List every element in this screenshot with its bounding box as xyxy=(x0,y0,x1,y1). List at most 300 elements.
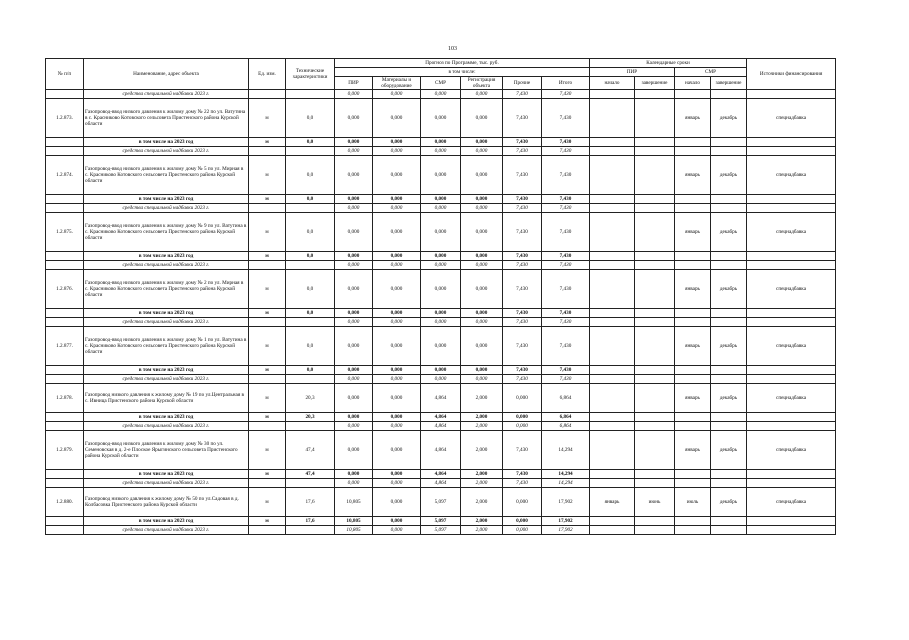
cell-num: 1.2.873. xyxy=(46,99,84,138)
cell-empty xyxy=(590,318,635,327)
cell-other: 7,430 xyxy=(503,138,542,147)
cell-pir: 0,000 xyxy=(335,366,373,375)
cell-pir-end xyxy=(635,384,675,413)
cell-materials: 0,000 xyxy=(373,422,421,431)
cell-tech: 0,0 xyxy=(286,138,335,147)
cell-empty xyxy=(635,138,675,147)
cell-total: 7,430 xyxy=(542,156,590,195)
cell-total: 7,430 xyxy=(542,309,590,318)
cell-materials: 0,000 xyxy=(373,413,421,422)
special-allowance-row xyxy=(46,90,836,99)
cell-unit: м xyxy=(249,156,286,195)
cell-registration: 2,000 xyxy=(461,413,503,422)
year-total-row xyxy=(46,517,836,526)
cell-empty xyxy=(747,470,836,479)
special-allowance-row xyxy=(46,318,836,327)
cell-smr: 0,000 xyxy=(421,138,461,147)
special-allowance-row xyxy=(46,204,836,213)
cell-other: 7,430 xyxy=(503,327,542,366)
cell-empty xyxy=(46,517,84,526)
cell-label: средства специальной надбавки 2023 г. xyxy=(84,526,249,535)
cell-pir: 0,000 xyxy=(335,422,373,431)
cell-registration: 2,000 xyxy=(461,488,503,517)
cell-empty xyxy=(675,90,711,99)
header-calendar: Календарные сроки xyxy=(590,59,747,68)
header-cal-smr: СМР xyxy=(675,68,747,77)
cell-name: Газопровод низкого давления к жилому дому № 19 по ул.Центральная в с. Ивница Пристенского района Курской области xyxy=(84,384,249,413)
cell-label: в том числе на 2023 год xyxy=(84,413,249,422)
cell-empty xyxy=(286,90,335,99)
cell-pir: 0,000 xyxy=(335,318,373,327)
cell-smr: 0,000 xyxy=(421,156,461,195)
year-total-row xyxy=(46,195,836,204)
cell-empty xyxy=(635,318,675,327)
cell-empty xyxy=(46,318,84,327)
cell-other: 7,430 xyxy=(503,99,542,138)
cell-label: в том числе на 2023 год xyxy=(84,252,249,261)
cell-other: 7,430 xyxy=(503,261,542,270)
cell-empty xyxy=(46,261,84,270)
cell-pir: 0,000 xyxy=(335,213,373,252)
cell-pir-start xyxy=(590,327,635,366)
cell-registration: 0,000 xyxy=(461,366,503,375)
cell-other: 0,000 xyxy=(503,488,542,517)
cell-empty xyxy=(590,413,635,422)
cell-funding: спецнадбавка xyxy=(747,156,836,195)
cell-unit: м xyxy=(249,252,286,261)
cell-unit: м xyxy=(249,384,286,413)
cell-smr: 4,864 xyxy=(421,413,461,422)
cell-unit: м xyxy=(249,431,286,470)
cell-materials: 0,000 xyxy=(373,366,421,375)
header-total: Итого xyxy=(542,77,590,90)
cell-total: 14,294 xyxy=(542,431,590,470)
cell-tech: 0,0 xyxy=(286,270,335,309)
cell-materials: 0,000 xyxy=(373,195,421,204)
cell-label: в том числе на 2023 год xyxy=(84,470,249,479)
cell-pir: 0,000 xyxy=(335,138,373,147)
object-row xyxy=(46,270,836,309)
cell-empty xyxy=(711,375,747,384)
cell-registration: 0,000 xyxy=(461,261,503,270)
cell-tech: 0,0 xyxy=(286,195,335,204)
cell-empty xyxy=(590,138,635,147)
cell-total: 6,864 xyxy=(542,384,590,413)
cell-materials: 0,000 xyxy=(373,327,421,366)
cell-registration: 0,000 xyxy=(461,252,503,261)
cell-registration: 2,000 xyxy=(461,384,503,413)
cell-funding: спецнадбавка xyxy=(747,384,836,413)
cell-empty xyxy=(675,470,711,479)
cell-empty xyxy=(747,375,836,384)
cell-other: 7,430 xyxy=(503,213,542,252)
cell-pir-end xyxy=(635,327,675,366)
cell-total: 7,430 xyxy=(542,147,590,156)
cell-empty xyxy=(46,470,84,479)
cell-empty xyxy=(590,261,635,270)
cell-pir: 10,805 xyxy=(335,526,373,535)
cell-empty xyxy=(590,422,635,431)
cell-empty xyxy=(635,252,675,261)
cell-label: в том числе на 2023 год xyxy=(84,309,249,318)
cell-num: 1.2.879. xyxy=(46,431,84,470)
cell-tech: 47,4 xyxy=(286,431,335,470)
cell-empty xyxy=(747,422,836,431)
year-total-row xyxy=(46,413,836,422)
cell-pir: 0,000 xyxy=(335,261,373,270)
cell-pir: 10,805 xyxy=(335,488,373,517)
cell-unit: м xyxy=(249,517,286,526)
cell-empty xyxy=(711,252,747,261)
cell-other: 7,430 xyxy=(503,375,542,384)
cell-unit: м xyxy=(249,138,286,147)
cell-registration: 0,000 xyxy=(461,204,503,213)
cell-empty xyxy=(635,517,675,526)
cell-pir-start: январь xyxy=(590,488,635,517)
cell-smr: 0,000 xyxy=(421,309,461,318)
cell-pir: 0,000 xyxy=(335,195,373,204)
cell-other: 7,430 xyxy=(503,318,542,327)
year-total-row xyxy=(46,309,836,318)
cell-num: 1.2.877. xyxy=(46,327,84,366)
cell-label: средства специальной надбавки 2023 г. xyxy=(84,318,249,327)
cell-materials: 0,000 xyxy=(373,156,421,195)
cell-empty xyxy=(747,138,836,147)
cell-smr: 4,864 xyxy=(421,470,461,479)
cell-total: 17,902 xyxy=(542,488,590,517)
cell-unit: м xyxy=(249,470,286,479)
cell-empty xyxy=(249,479,286,488)
cell-materials: 0,000 xyxy=(373,147,421,156)
cell-pir: 0,000 xyxy=(335,204,373,213)
cell-other: 0,000 xyxy=(503,526,542,535)
cell-label: в том числе на 2023 год xyxy=(84,366,249,375)
cell-total: 7,430 xyxy=(542,375,590,384)
cell-other: 7,430 xyxy=(503,204,542,213)
cell-registration: 0,000 xyxy=(461,213,503,252)
cell-empty xyxy=(286,204,335,213)
cell-smr-start: январь xyxy=(675,99,711,138)
cell-empty xyxy=(590,366,635,375)
cell-empty xyxy=(635,413,675,422)
cell-pir-end xyxy=(635,99,675,138)
cell-label: в том числе на 2023 год xyxy=(84,517,249,526)
cell-num: 1.2.876. xyxy=(46,270,84,309)
cell-empty xyxy=(747,204,836,213)
cell-pir-start xyxy=(590,99,635,138)
cell-empty xyxy=(747,526,836,535)
cell-registration: 2,000 xyxy=(461,422,503,431)
cell-other: 7,430 xyxy=(503,270,542,309)
cell-empty xyxy=(635,470,675,479)
cell-funding: спецнадбавка xyxy=(747,99,836,138)
year-total-row xyxy=(46,366,836,375)
cell-pir-start xyxy=(590,270,635,309)
cell-empty xyxy=(590,204,635,213)
cell-empty xyxy=(711,479,747,488)
cell-empty xyxy=(590,309,635,318)
cell-empty xyxy=(46,309,84,318)
special-allowance-row xyxy=(46,422,836,431)
program-table xyxy=(45,58,836,535)
cell-materials: 0,000 xyxy=(373,517,421,526)
cell-materials: 0,000 xyxy=(373,375,421,384)
cell-smr: 0,000 xyxy=(421,318,461,327)
cell-pir: 0,000 xyxy=(335,431,373,470)
cell-empty xyxy=(675,261,711,270)
cell-label: средства специальной надбавки 2023 г. xyxy=(84,261,249,270)
header-tech: Технические характеристики xyxy=(286,59,335,90)
cell-pir: 0,000 xyxy=(335,470,373,479)
cell-pir: 0,000 xyxy=(335,479,373,488)
cell-other: 0,000 xyxy=(503,517,542,526)
cell-empty xyxy=(590,195,635,204)
cell-other: 7,430 xyxy=(503,309,542,318)
cell-smr: 5,097 xyxy=(421,526,461,535)
object-row xyxy=(46,327,836,366)
cell-empty xyxy=(635,147,675,156)
cell-registration: 0,000 xyxy=(461,309,503,318)
cell-other: 7,430 xyxy=(503,195,542,204)
cell-empty xyxy=(249,318,286,327)
cell-name: Газопровод-ввод низкого давления к жилому дому № 5 по ул. Мирная в с. Красниково Котовского сельсовета Пристенского района Курской области xyxy=(84,156,249,195)
cell-num: 1.2.880. xyxy=(46,488,84,517)
page-number: 103 xyxy=(448,46,457,52)
cell-pir-end xyxy=(635,270,675,309)
cell-funding: спецнадбавка xyxy=(747,213,836,252)
cell-materials: 0,000 xyxy=(373,270,421,309)
cell-total: 17,902 xyxy=(542,526,590,535)
cell-smr: 4,864 xyxy=(421,431,461,470)
cell-empty xyxy=(635,422,675,431)
cell-name: Газопровод-ввод низкого давления к жилому дому № 9 по ул. Ватутина в с. Красниково Котовского сельсовета Пристенского района Курской области xyxy=(84,213,249,252)
cell-unit: м xyxy=(249,99,286,138)
cell-empty xyxy=(747,318,836,327)
cell-smr-start: январь xyxy=(675,384,711,413)
cell-empty xyxy=(711,147,747,156)
cell-total: 7,430 xyxy=(542,261,590,270)
special-allowance-row xyxy=(46,375,836,384)
cell-empty xyxy=(747,90,836,99)
cell-smr-start: январь xyxy=(675,270,711,309)
cell-pir: 0,000 xyxy=(335,375,373,384)
cell-pir: 0,000 xyxy=(335,252,373,261)
cell-total: 7,430 xyxy=(542,138,590,147)
cell-other: 7,430 xyxy=(503,147,542,156)
cell-registration: 2,000 xyxy=(461,470,503,479)
cell-empty xyxy=(675,517,711,526)
cell-registration: 2,000 xyxy=(461,526,503,535)
cell-pir: 0,000 xyxy=(335,384,373,413)
cell-pir: 0,000 xyxy=(335,147,373,156)
cell-materials: 0,000 xyxy=(373,479,421,488)
cell-empty xyxy=(747,366,836,375)
cell-registration: 2,000 xyxy=(461,517,503,526)
cell-materials: 0,000 xyxy=(373,99,421,138)
cell-empty xyxy=(286,147,335,156)
cell-pir: 0,000 xyxy=(335,327,373,366)
cell-label: в том числе на 2023 год xyxy=(84,195,249,204)
cell-empty xyxy=(286,479,335,488)
object-row xyxy=(46,213,836,252)
cell-name: Газопровод-ввод низкого давления к жилому дому № 2 по ул. Мирная в с. Красниково Котовского сельсовета Пристенского района Курской области xyxy=(84,270,249,309)
cell-registration: 2,000 xyxy=(461,479,503,488)
cell-empty xyxy=(675,195,711,204)
cell-funding: спецнадбавка xyxy=(747,488,836,517)
cell-smr-start: январь xyxy=(675,431,711,470)
cell-empty xyxy=(675,147,711,156)
cell-smr: 0,000 xyxy=(421,90,461,99)
cell-pir-start xyxy=(590,213,635,252)
cell-empty xyxy=(675,375,711,384)
cell-other: 0,000 xyxy=(503,384,542,413)
cell-empty xyxy=(675,138,711,147)
cell-other: 0,000 xyxy=(503,422,542,431)
cell-empty xyxy=(46,252,84,261)
cell-tech: 17,6 xyxy=(286,517,335,526)
cell-empty xyxy=(46,366,84,375)
cell-empty xyxy=(46,195,84,204)
cell-registration: 0,000 xyxy=(461,318,503,327)
cell-smr-start: январь xyxy=(675,213,711,252)
cell-materials: 0,000 xyxy=(373,470,421,479)
cell-materials: 0,000 xyxy=(373,384,421,413)
cell-smr-start: январь xyxy=(675,327,711,366)
cell-pir-start xyxy=(590,431,635,470)
cell-unit: м xyxy=(249,366,286,375)
header-other: Прочие xyxy=(503,77,542,90)
cell-tech: 0,0 xyxy=(286,99,335,138)
cell-empty xyxy=(711,517,747,526)
cell-funding: спецнадбавка xyxy=(747,327,836,366)
object-row xyxy=(46,431,836,470)
cell-total: 6,864 xyxy=(542,413,590,422)
cell-registration: 0,000 xyxy=(461,375,503,384)
cell-empty xyxy=(249,526,286,535)
cell-empty xyxy=(286,422,335,431)
header-incl: в том числе: xyxy=(335,68,590,77)
cell-smr: 0,000 xyxy=(421,213,461,252)
cell-empty xyxy=(286,375,335,384)
cell-materials: 0,000 xyxy=(373,138,421,147)
cell-pir-end: июнь xyxy=(635,488,675,517)
cell-empty xyxy=(711,138,747,147)
cell-label: средства специальной надбавки 2023 г. xyxy=(84,479,249,488)
cell-unit: м xyxy=(249,195,286,204)
cell-registration: 0,000 xyxy=(461,270,503,309)
cell-smr-end: декабрь xyxy=(711,431,747,470)
header-name: Наименование, адрес объекта xyxy=(84,59,249,90)
cell-pir: 0,000 xyxy=(335,90,373,99)
header-forecast: Прогноз по Программе, тыс. руб. xyxy=(335,59,590,68)
cell-empty xyxy=(590,252,635,261)
cell-other: 7,430 xyxy=(503,479,542,488)
cell-materials: 0,000 xyxy=(373,213,421,252)
cell-label: средства специальной надбавки 2023 г. xyxy=(84,422,249,431)
header-smr-start: начало xyxy=(675,77,711,90)
object-row xyxy=(46,488,836,517)
cell-smr: 5,097 xyxy=(421,488,461,517)
cell-registration: 0,000 xyxy=(461,195,503,204)
cell-unit: м xyxy=(249,213,286,252)
cell-total: 17,902 xyxy=(542,517,590,526)
cell-empty xyxy=(590,470,635,479)
cell-unit: м xyxy=(249,309,286,318)
special-allowance-row xyxy=(46,479,836,488)
cell-other: 7,430 xyxy=(503,366,542,375)
cell-empty xyxy=(249,147,286,156)
year-total-row xyxy=(46,470,836,479)
cell-empty xyxy=(711,422,747,431)
cell-smr-end: декабрь xyxy=(711,213,747,252)
header-pir-start: начало xyxy=(590,77,635,90)
cell-smr-start: январь xyxy=(675,156,711,195)
cell-total: 6,864 xyxy=(542,422,590,431)
cell-empty xyxy=(675,526,711,535)
cell-empty xyxy=(635,261,675,270)
cell-empty xyxy=(711,318,747,327)
table-header xyxy=(46,59,836,90)
special-allowance-row xyxy=(46,526,836,535)
cell-pir: 0,000 xyxy=(335,309,373,318)
cell-materials: 0,000 xyxy=(373,526,421,535)
cell-empty xyxy=(286,261,335,270)
cell-empty xyxy=(635,90,675,99)
cell-materials: 0,000 xyxy=(373,261,421,270)
cell-materials: 0,000 xyxy=(373,252,421,261)
cell-tech: 0,0 xyxy=(286,213,335,252)
cell-empty xyxy=(747,147,836,156)
cell-label: средства специальной надбавки 2023 г. xyxy=(84,90,249,99)
cell-label: средства специальной надбавки 2023 г. xyxy=(84,375,249,384)
cell-empty xyxy=(747,261,836,270)
cell-smr-end: декабрь xyxy=(711,488,747,517)
cell-unit: м xyxy=(249,270,286,309)
cell-registration: 2,000 xyxy=(461,431,503,470)
cell-pir: 0,000 xyxy=(335,270,373,309)
cell-empty xyxy=(711,526,747,535)
cell-unit: м xyxy=(249,413,286,422)
cell-smr: 4,864 xyxy=(421,479,461,488)
header-unit: Ед. изм. xyxy=(249,59,286,90)
object-row xyxy=(46,99,836,138)
cell-materials: 0,000 xyxy=(373,309,421,318)
cell-empty xyxy=(46,204,84,213)
cell-empty xyxy=(711,261,747,270)
header-registration: Регистрация объекта xyxy=(461,77,503,90)
cell-empty xyxy=(635,526,675,535)
cell-pir: 0,000 xyxy=(335,156,373,195)
cell-total: 14,294 xyxy=(542,479,590,488)
header-cal-pir: ПИР xyxy=(590,68,675,77)
cell-pir: 10,805 xyxy=(335,517,373,526)
cell-empty xyxy=(249,422,286,431)
cell-smr: 0,000 xyxy=(421,261,461,270)
cell-empty xyxy=(747,252,836,261)
cell-tech: 20,3 xyxy=(286,384,335,413)
cell-materials: 0,000 xyxy=(373,431,421,470)
cell-materials: 0,000 xyxy=(373,318,421,327)
cell-empty xyxy=(675,366,711,375)
cell-label: средства специальной надбавки 2023 г. xyxy=(84,147,249,156)
cell-unit: м xyxy=(249,488,286,517)
cell-tech: 0,0 xyxy=(286,366,335,375)
year-total-row xyxy=(46,138,836,147)
cell-smr: 0,000 xyxy=(421,195,461,204)
cell-pir: 0,000 xyxy=(335,413,373,422)
cell-materials: 0,000 xyxy=(373,90,421,99)
cell-smr-end: декабрь xyxy=(711,384,747,413)
